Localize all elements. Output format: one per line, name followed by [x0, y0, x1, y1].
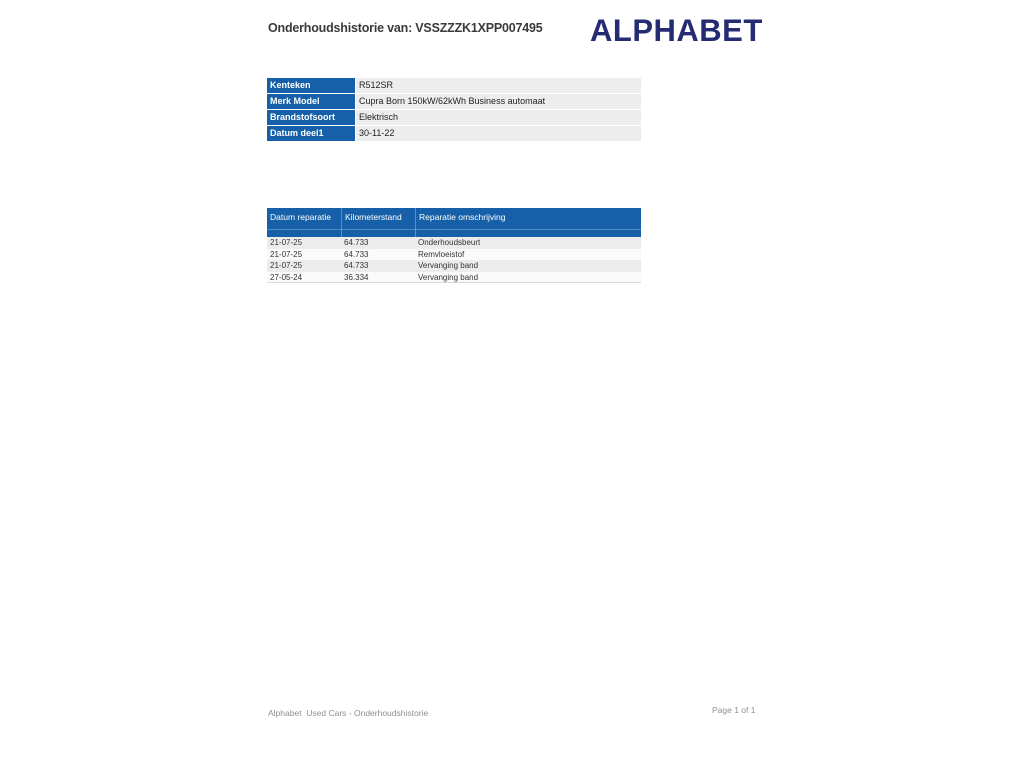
vehicle-info-label: Kenteken: [267, 78, 356, 94]
table-row: [267, 272, 641, 284]
vehicle-info-table: [267, 78, 641, 142]
vehicle-info-row: [267, 78, 641, 94]
footer-report-name: Alphabet Used Cars - Onderhoudshistorie: [268, 708, 429, 718]
repair-history-table: [267, 208, 641, 283]
cell-datum-reparatie: 21-07-25: [270, 249, 303, 259]
vehicle-info-row: [267, 94, 641, 110]
cell-reparatie-omschrijving: Vervanging band: [418, 261, 479, 270]
vehicle-info-value: Elektrisch: [356, 110, 641, 126]
vehicle-info-label: Merk Model: [267, 94, 356, 110]
vehicle-info-value: 30-11-22: [356, 126, 641, 142]
column-header-kilometerstand: Kilometerstand: [341, 208, 415, 237]
alphabet-logo: ALPHABET: [590, 12, 763, 49]
table-row: [267, 260, 641, 272]
table-row: [267, 237, 641, 249]
vehicle-info-label: Datum deel1: [267, 126, 356, 142]
cell-reparatie-omschrijving: Remvloeistof: [418, 249, 465, 259]
cell-kilometerstand: 64.733: [344, 249, 369, 259]
vehicle-info-row: [267, 126, 641, 142]
vehicle-info-row: [267, 110, 641, 126]
cell-datum-reparatie: 21-07-25: [270, 238, 303, 247]
vehicle-info-label: Brandstofsoort: [267, 110, 356, 126]
column-header-reparatie-omschrijving: Reparatie omschrijving: [415, 208, 641, 237]
column-header-datum-reparatie: Datum reparatie: [270, 212, 331, 222]
cell-kilometerstand: 64.733: [344, 238, 369, 247]
page-title: Onderhoudshistorie van: VSSZZZK1XPP007495: [268, 21, 543, 35]
repair-history-header: [267, 208, 641, 237]
cell-kilometerstand: 64.733: [344, 261, 369, 270]
footer-page-number: Page 1 of 1: [712, 705, 756, 715]
vehicle-info-value: Cupra Born 150kW/62kWh Business automaat: [356, 94, 641, 110]
cell-datum-reparatie: 21-07-25: [270, 261, 303, 270]
cell-reparatie-omschrijving: Vervanging band: [418, 272, 479, 282]
cell-datum-reparatie: 27-05-24: [270, 272, 303, 282]
cell-kilometerstand: 36.334: [344, 272, 369, 282]
cell-reparatie-omschrijving: Onderhoudsbeurt: [418, 238, 481, 247]
vehicle-info-value: R512SR: [356, 78, 641, 94]
table-row: [267, 249, 641, 261]
